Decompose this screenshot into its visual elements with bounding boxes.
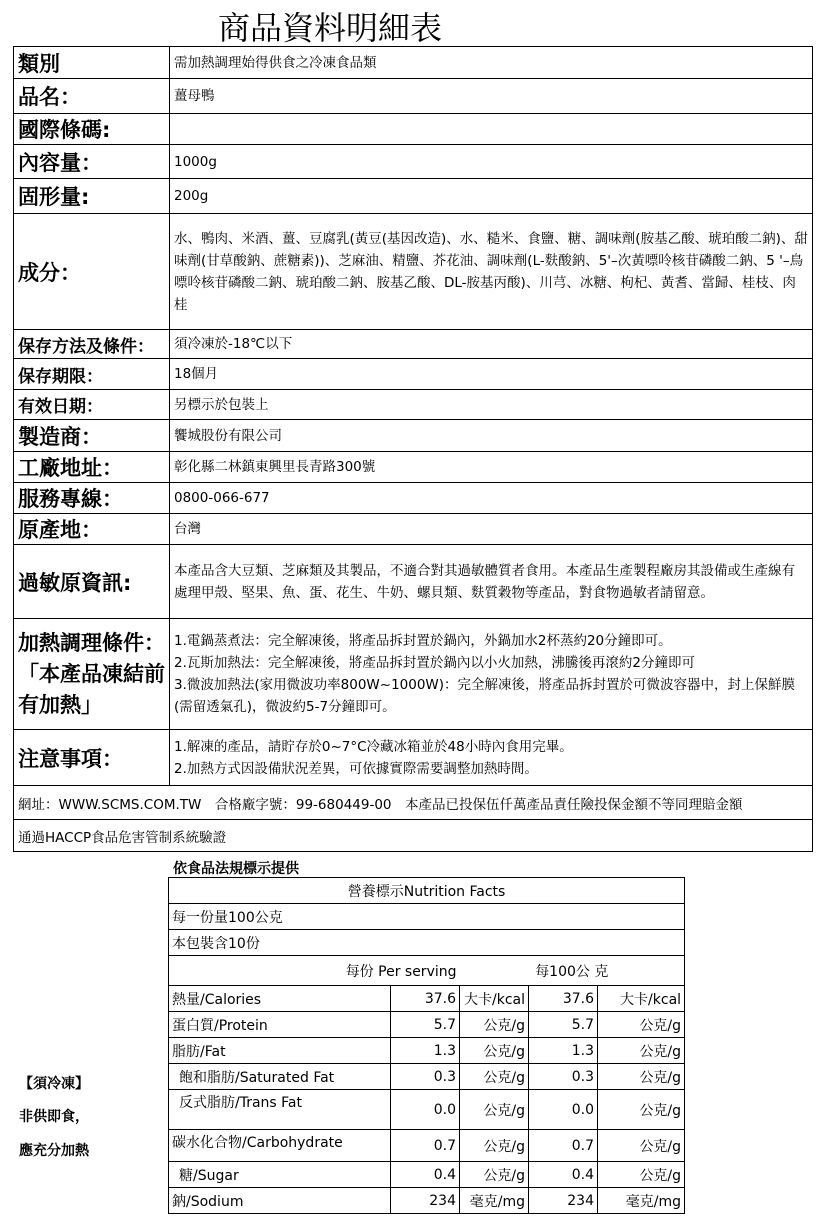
hotline-label: 服務專線： xyxy=(14,483,170,514)
nutrient-value: 0.7 xyxy=(529,1130,598,1162)
nutrient-name: 飽和脂肪/Saturated Fat xyxy=(169,1064,391,1090)
nutrient-value: 234 xyxy=(391,1188,460,1214)
factory-label: 工廠地址： xyxy=(14,452,170,483)
nutrition-row xyxy=(169,1130,685,1162)
origin-label: 原產地： xyxy=(14,514,170,545)
cooking-line: 3.微波加熱法(家用微波功率800W~1000W)：完全解凍後，將產品拆封置於可微波容器中，封上保鮮膜(需留透氣孔)，微波約5-7分鐘即可。 xyxy=(174,677,796,715)
volume-label: 內容量： xyxy=(14,145,170,179)
origin-value: 台灣 xyxy=(170,514,813,545)
nutrient-unit: 公克/g xyxy=(460,1162,529,1188)
nutrition-row xyxy=(169,1064,685,1090)
hotline-value: 0800-066-677 xyxy=(170,483,813,514)
row-haccp xyxy=(14,820,813,852)
allergen-label: 過敏原資訊: xyxy=(14,545,170,619)
nutrition-row xyxy=(169,1012,685,1038)
row-origin xyxy=(14,514,813,545)
per-100g-header: 每100公 克 xyxy=(460,956,685,986)
row-cooking xyxy=(14,619,813,730)
nutrient-unit: 公克/g xyxy=(460,1064,529,1090)
nutrient-unit: 公克/g xyxy=(598,1090,685,1130)
serving-size: 每一份量100公克 xyxy=(169,904,685,930)
row-factory xyxy=(14,452,813,483)
nutrient-value: 5.7 xyxy=(391,1012,460,1038)
nutrient-unit: 大卡/kcal xyxy=(460,986,529,1012)
storage-value: 須冷凍於-18℃以下 xyxy=(170,330,813,359)
nutrient-name: 脂肪/Fat xyxy=(169,1038,391,1064)
nutrition-facts-table xyxy=(168,877,685,1214)
nutrient-value: 0.0 xyxy=(529,1090,598,1130)
nutrient-unit: 公克/g xyxy=(460,1012,529,1038)
nutrient-unit: 毫克/mg xyxy=(598,1188,685,1214)
nutrient-name: 熱量/Calories xyxy=(169,986,391,1012)
row-name xyxy=(14,79,813,114)
row-hotline xyxy=(14,483,813,514)
category-value: 需加熱調理始得供食之冷凍食品類 xyxy=(170,47,813,79)
nutrient-unit: 公克/g xyxy=(598,1012,685,1038)
nutrient-value: 0.7 xyxy=(391,1130,460,1162)
nutrient-unit: 公克/g xyxy=(460,1090,529,1130)
row-expiry xyxy=(14,390,813,420)
factory-value: 彰化縣二林鎮東興里長青路300號 xyxy=(170,452,813,483)
nutrient-name: 碳水化合物/Carbohydrate xyxy=(169,1130,391,1162)
nutrient-unit: 公克/g xyxy=(460,1038,529,1064)
page-title: 商品資料明細表 xyxy=(217,9,442,47)
cooking-line: 2.瓦斯加熱法：完全解凍後，將產品拆封置於鍋內以小火加熱，沸騰後再滾約2分鐘即可 xyxy=(174,655,695,671)
nutrition-row xyxy=(169,986,685,1012)
nutrient-value: 5.7 xyxy=(529,1012,598,1038)
nutrient-value: 0.0 xyxy=(391,1090,460,1130)
servings-per-package: 本包裝含10份 xyxy=(169,930,685,956)
barcode-value xyxy=(170,114,813,145)
row-shelf xyxy=(14,359,813,390)
nutrient-unit: 公克/g xyxy=(598,1130,685,1162)
row-website xyxy=(14,786,813,820)
nutrition-header-row xyxy=(169,956,685,986)
nutrient-name: 蛋白質/Protein xyxy=(169,1012,391,1038)
storage-label: 保存方法及條件： xyxy=(14,330,170,359)
row-barcode xyxy=(14,114,813,145)
shelf-value: 18個月 xyxy=(170,359,813,390)
nutrient-name: 鈉/Sodium xyxy=(169,1188,391,1214)
row-volume xyxy=(14,145,813,179)
cooking-label: 加熱調理條件：「本產品凍結前有加熱」 xyxy=(14,619,170,730)
nutrition-row xyxy=(169,1162,685,1188)
per-serving-header: 每份 Per serving xyxy=(169,956,460,986)
maker-label: 製造商： xyxy=(14,420,170,452)
nutrition-title: 營養標示Nutrition Facts xyxy=(169,878,685,904)
solid-value: 200g xyxy=(170,179,813,214)
row-maker xyxy=(14,420,813,452)
cooking-line: 1.電鍋蒸煮法：完全解凍後，將產品拆封置於鍋內，外鍋加水2杯蒸約20分鐘即可。 xyxy=(174,633,672,649)
nutrient-name: 反式脂肪/Trans Fat xyxy=(169,1090,391,1130)
nutrient-value: 0.4 xyxy=(391,1162,460,1188)
row-notes xyxy=(14,730,813,786)
nutrient-value: 234 xyxy=(529,1188,598,1214)
nutrient-value: 0.3 xyxy=(529,1064,598,1090)
nutrient-value: 37.6 xyxy=(529,986,598,1012)
name-value: 薑母鴨 xyxy=(170,79,813,114)
nutrition-row xyxy=(169,1038,685,1064)
nutrient-unit: 毫克/mg xyxy=(460,1188,529,1214)
notes-label: 注意事項： xyxy=(14,730,170,786)
expiry-label: 有效日期： xyxy=(14,390,170,420)
nutrient-unit: 大卡/kcal xyxy=(598,986,685,1012)
allergen-value: 本產品含大豆類、芝麻類及其製品，不適合對其過敏體質者食用。本產品生產製程廠房其設備或生產線有處理甲殼、堅果、魚、蛋、花生、牛奶、螺貝類、麩質穀物等產品，對食物過敏者請留意。 xyxy=(170,545,813,619)
notes-value xyxy=(170,730,813,786)
shelf-label: 保存期限： xyxy=(14,359,170,390)
nutrient-unit: 公克/g xyxy=(598,1038,685,1064)
frozen-notice: 【須冷凍】 xyxy=(19,1076,89,1092)
heat-thoroughly: 應充分加熱 xyxy=(19,1143,89,1159)
nutrient-value: 1.3 xyxy=(529,1038,598,1064)
maker-value: 饗城股份有限公司 xyxy=(170,420,813,452)
row-storage xyxy=(14,330,813,359)
regulation-notice: 依食品法規標示提供 xyxy=(173,861,299,877)
ingredients-value: 水、鴨肉、米酒、薑、豆腐乳(黃豆(基因改造)、水、糙米、食鹽、糖、調味劑(胺基乙酸、琥珀酸二鈉)、甜味劑(甘草酸鈉、蔗糖素))、芝麻油、精鹽、芥花油、調味劑(L-麩酸鈉、5'–次黃嘌呤核苷磷酸二鈉、5 '–鳥嘌呤核苷磷酸二鈉、琥珀酸二鈉、胺基乙酸、DL-胺基丙酸)、川芎、冰糖、枸杞、黃耆、當歸、桂枝、肉桂 xyxy=(170,214,813,330)
row-category xyxy=(14,47,813,79)
nutrition-row xyxy=(169,1188,685,1214)
notes-line: 2.加熱方式因設備狀況差異，可依據實際需要調整加熱時間。 xyxy=(174,760,538,777)
solid-label: 固形量: xyxy=(14,179,170,214)
name-label: 品名： xyxy=(14,79,170,114)
row-allergen xyxy=(14,545,813,619)
nutrient-value: 0.4 xyxy=(529,1162,598,1188)
nutrient-unit: 公克/g xyxy=(460,1130,529,1162)
ingredients-label: 成分： xyxy=(14,214,170,330)
product-spec-table xyxy=(13,46,813,852)
cooking-value xyxy=(170,619,813,730)
nutrient-value: 1.3 xyxy=(391,1038,460,1064)
haccp-line: 通過HACCP食品危害管制系統驗證 xyxy=(14,820,813,852)
nutrient-unit: 公克/g xyxy=(598,1162,685,1188)
volume-value: 1000g xyxy=(170,145,813,179)
nutrient-name: 糖/Sugar xyxy=(169,1162,391,1188)
website-line: 網址：WWW.SCMS.COM.TW 合格廠字號：99-680449-00 本產品已投保伍仟萬產品責任險投保金額不等同理賠金額 xyxy=(14,786,813,820)
notes-line: 1.解凍的產品，請貯存於0~7°C冷藏冰箱並於48小時內食用完畢。 xyxy=(174,738,573,755)
nutrient-unit: 公克/g xyxy=(598,1064,685,1090)
not-ready-to-eat: 非供即食， xyxy=(19,1109,89,1125)
row-solid xyxy=(14,179,813,214)
expiry-value: 另標示於包裝上 xyxy=(170,390,813,420)
nutrient-value: 0.3 xyxy=(391,1064,460,1090)
category-label: 類別 xyxy=(14,47,170,79)
barcode-label: 國際條碼: xyxy=(14,114,170,145)
nutrient-value: 37.6 xyxy=(391,986,460,1012)
nutrition-row xyxy=(169,1090,685,1130)
row-ingredients xyxy=(14,214,813,330)
